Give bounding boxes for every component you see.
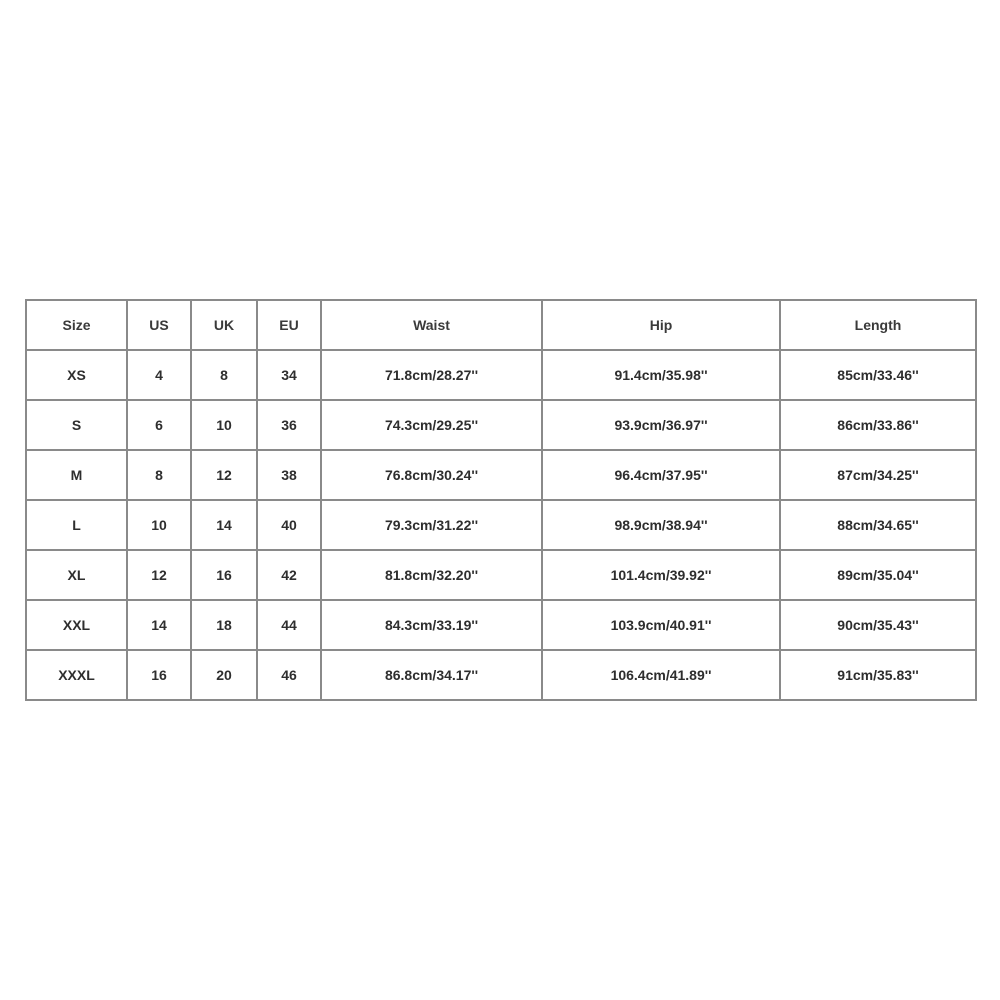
header-size: Size [26,300,127,350]
cell-waist: 71.8cm/28.27'' [321,350,542,400]
cell-eu: 40 [257,500,321,550]
cell-uk: 8 [191,350,257,400]
cell-uk: 10 [191,400,257,450]
cell-us: 16 [127,650,191,700]
cell-waist: 79.3cm/31.22'' [321,500,542,550]
header-uk: UK [191,300,257,350]
cell-eu: 34 [257,350,321,400]
cell-size: L [26,500,127,550]
cell-length: 88cm/34.65'' [780,500,976,550]
cell-waist: 86.8cm/34.17'' [321,650,542,700]
cell-us: 12 [127,550,191,600]
cell-length: 90cm/35.43'' [780,600,976,650]
size-chart-table [25,299,977,701]
cell-us: 8 [127,450,191,500]
cell-size: XS [26,350,127,400]
cell-us: 4 [127,350,191,400]
cell-size: M [26,450,127,500]
table-row [26,550,976,600]
table-row [26,450,976,500]
cell-hip: 101.4cm/39.92'' [542,550,780,600]
cell-size: XXL [26,600,127,650]
cell-hip: 93.9cm/36.97'' [542,400,780,450]
header-us: US [127,300,191,350]
cell-size: XXXL [26,650,127,700]
header-hip: Hip [542,300,780,350]
cell-hip: 98.9cm/38.94'' [542,500,780,550]
cell-us: 6 [127,400,191,450]
table-row [26,500,976,550]
cell-hip: 91.4cm/35.98'' [542,350,780,400]
cell-size: XL [26,550,127,600]
cell-waist: 84.3cm/33.19'' [321,600,542,650]
cell-length: 89cm/35.04'' [780,550,976,600]
cell-hip: 103.9cm/40.91'' [542,600,780,650]
cell-size: S [26,400,127,450]
cell-us: 10 [127,500,191,550]
table-row [26,400,976,450]
cell-uk: 12 [191,450,257,500]
cell-waist: 74.3cm/29.25'' [321,400,542,450]
table-row [26,650,976,700]
cell-uk: 20 [191,650,257,700]
cell-waist: 76.8cm/30.24'' [321,450,542,500]
table-row [26,600,976,650]
cell-eu: 36 [257,400,321,450]
cell-length: 87cm/34.25'' [780,450,976,500]
cell-eu: 46 [257,650,321,700]
cell-waist: 81.8cm/32.20'' [321,550,542,600]
cell-hip: 96.4cm/37.95'' [542,450,780,500]
table-row [26,350,976,400]
cell-length: 85cm/33.46'' [780,350,976,400]
header-eu: EU [257,300,321,350]
cell-uk: 14 [191,500,257,550]
cell-hip: 106.4cm/41.89'' [542,650,780,700]
header-length: Length [780,300,976,350]
cell-uk: 16 [191,550,257,600]
table-header-row [26,300,976,350]
cell-uk: 18 [191,600,257,650]
cell-eu: 44 [257,600,321,650]
cell-length: 86cm/33.86'' [780,400,976,450]
cell-eu: 42 [257,550,321,600]
cell-eu: 38 [257,450,321,500]
header-waist: Waist [321,300,542,350]
cell-length: 91cm/35.83'' [780,650,976,700]
cell-us: 14 [127,600,191,650]
